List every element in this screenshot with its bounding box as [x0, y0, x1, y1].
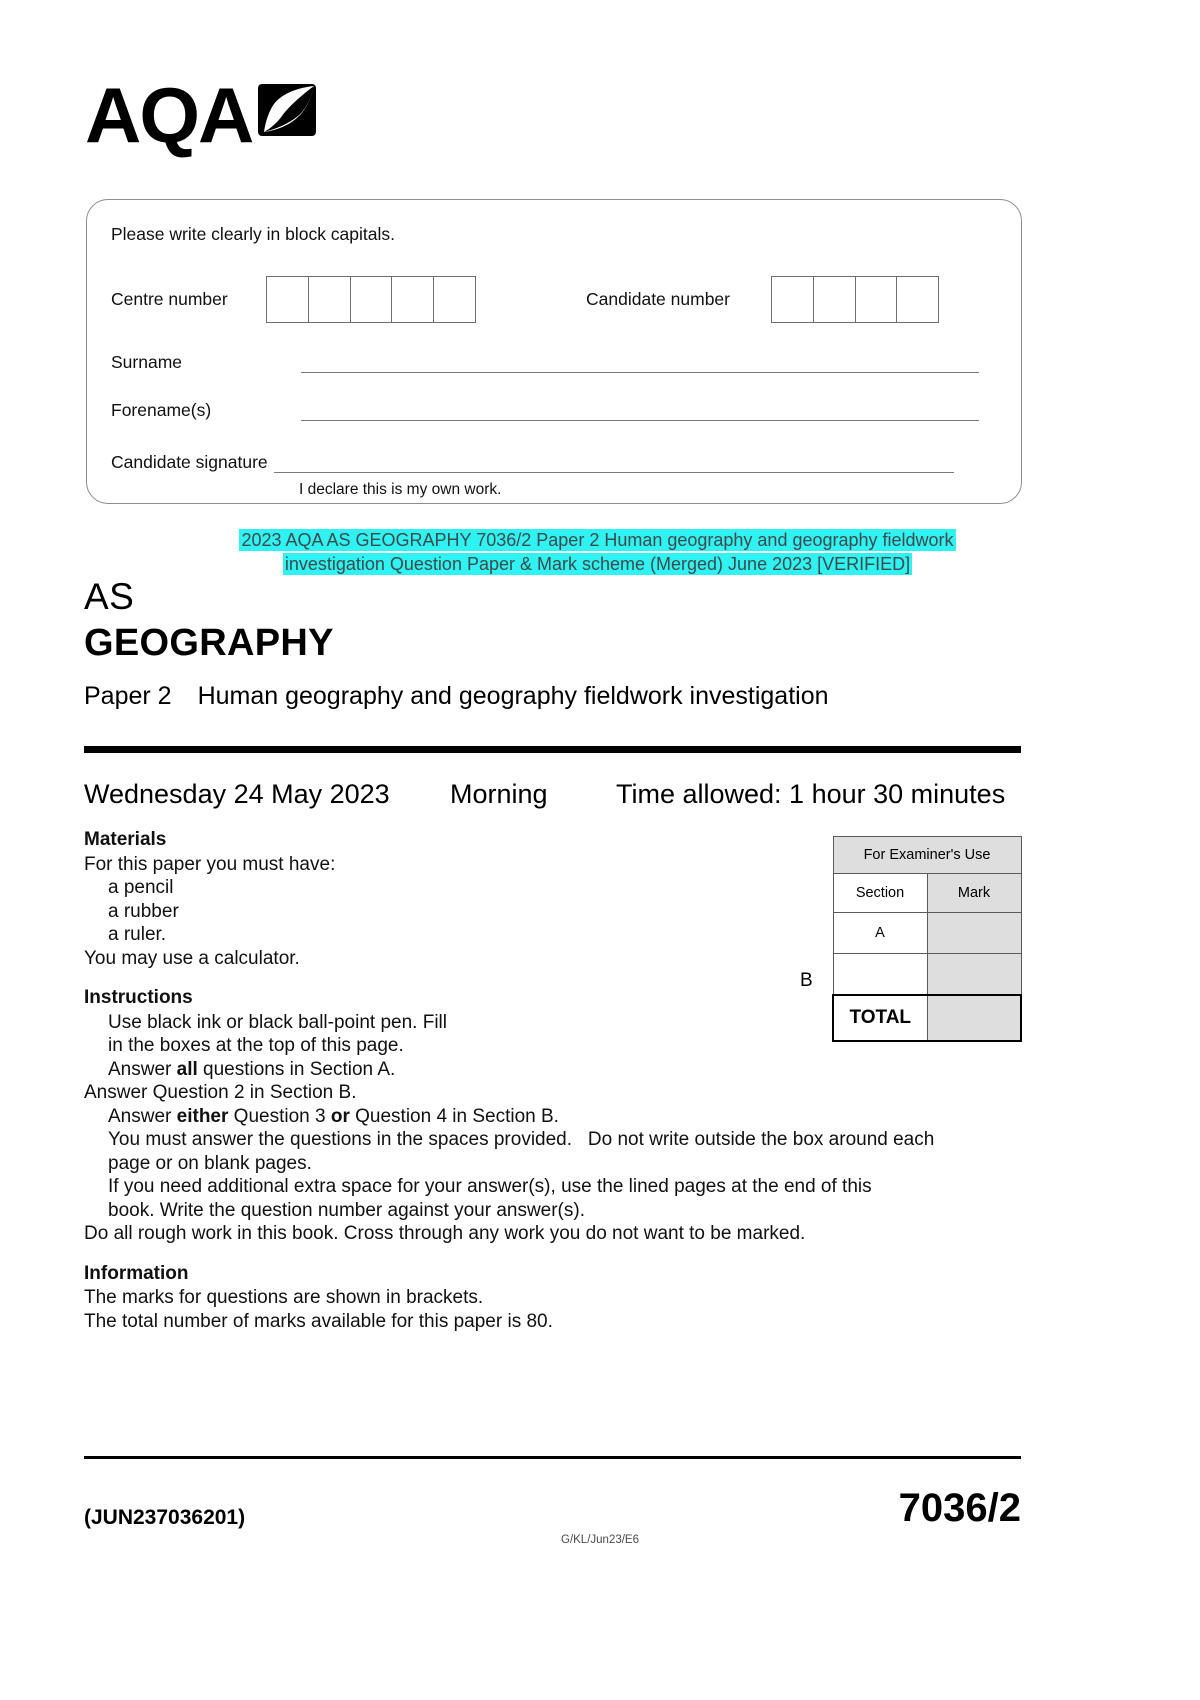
- examiner-section-b-outside-label: B: [800, 970, 813, 991]
- centre-number-input[interactable]: [266, 276, 476, 323]
- exam-details-line: [84, 779, 1021, 810]
- information-heading: Information: [84, 1262, 189, 1284]
- footer-paper-code: 7036/2: [898, 1486, 1021, 1530]
- paper-number: Paper 2: [84, 682, 172, 710]
- forenames-row: [111, 400, 979, 421]
- examiner-table-row-a: [833, 913, 1021, 954]
- answer-either-emphasis: either: [176, 1105, 229, 1127]
- centre-number-label: Centre number: [111, 289, 228, 309]
- instruction-ink-line-2: in the boxes at the top of this page.: [108, 1035, 404, 1056]
- examiner-table-header-row: [833, 837, 1021, 874]
- candidate-number-box-1[interactable]: [771, 276, 814, 323]
- examiner-table-row-b: [833, 954, 1021, 996]
- centre-number-box-4[interactable]: [391, 276, 434, 323]
- aqa-leaf-icon: [256, 82, 318, 149]
- examiner-use-table: [832, 836, 1022, 1042]
- centre-number-box-2[interactable]: [308, 276, 351, 323]
- centre-number-box-1[interactable]: [266, 276, 309, 323]
- materials-intro: For this paper you must have:: [84, 853, 336, 875]
- highlighted-title-banner: [190, 528, 1005, 576]
- block-capitals-note: Please write clearly in block capitals.: [111, 224, 396, 244]
- centre-number-box-5[interactable]: [433, 276, 476, 323]
- qualification-level: AS: [84, 576, 135, 617]
- instruction-ink-line-1: Use black ink or black ball-point pen. Fill: [108, 1011, 447, 1033]
- footer-centre-code: G/KL/Jun23/E6: [561, 1534, 639, 1546]
- instruction-spaces-line: [84, 1128, 1014, 1152]
- materials-item-rubber: a rubber: [108, 900, 179, 922]
- instruction-answer-q2: Answer Question 2 in Section B.: [84, 1082, 357, 1103]
- paper-title-line: [84, 682, 829, 711]
- centre-number-box-3[interactable]: [350, 276, 393, 323]
- instruction-page-blank: page or on blank pages.: [108, 1152, 312, 1174]
- spacer-instructions-information: [84, 1246, 1014, 1262]
- candidate-number-box-2[interactable]: [813, 276, 856, 323]
- footer-divider: [84, 1456, 1021, 1459]
- answer-all-pre: Answer: [108, 1058, 177, 1080]
- answer-all-post: questions in Section A.: [197, 1058, 396, 1080]
- candidate-number-box-3[interactable]: [855, 276, 898, 323]
- answer-all-emphasis: all: [176, 1058, 198, 1080]
- exam-time-allowed: Time allowed: 1 hour 30 minutes: [616, 779, 1006, 809]
- candidate-signature-label: Candidate signature: [111, 452, 268, 472]
- forenames-input[interactable]: [301, 419, 979, 421]
- instruction-rough-work: Do all rough work in this book. Cross through any work you do not want to be marked.: [84, 1223, 806, 1244]
- candidate-number-box-4[interactable]: [896, 276, 939, 323]
- instruction-answer-either: [84, 1105, 1014, 1129]
- answer-either-mid: Question 3: [228, 1105, 331, 1127]
- subject-title: GEOGRAPHY: [84, 622, 334, 664]
- examiner-section-a-mark[interactable]: [927, 913, 1021, 954]
- instruction-extra-space-1: If you need additional extra space for your answer(s), use the lined pages at the end of this: [108, 1176, 872, 1197]
- examiner-section-b-mark[interactable]: [927, 954, 1021, 996]
- exam-session: Morning: [450, 779, 548, 809]
- surname-row: [111, 352, 979, 373]
- aqa-logo-text: AQA: [85, 71, 253, 159]
- examiner-use-header: For Examiner's Use: [833, 837, 1021, 874]
- forenames-label: Forename(s): [111, 400, 212, 420]
- answer-either-pre: Answer: [108, 1105, 177, 1127]
- declaration-text: I declare this is my own work.: [299, 481, 502, 498]
- spaces-provided-text: You must answer the questions in the spaces provided.: [108, 1129, 573, 1150]
- highlight-line-2: investigation Question Paper & Mark scheme (Merged) June 2023 [VERIFIED]: [284, 554, 911, 574]
- paper-title: Human geography and geography fieldwork investigation: [197, 682, 829, 710]
- examiner-col-section: Section: [833, 874, 927, 913]
- title-divider: [84, 746, 1021, 753]
- highlight-line-1: 2023 AQA AS GEOGRAPHY 7036/2 Paper 2 Human geography and geography fieldwork: [241, 530, 954, 550]
- instructions-heading: Instructions: [84, 987, 193, 1008]
- answer-either-post: Question 4 in Section B.: [349, 1105, 559, 1127]
- examiner-table-subheader-row: [833, 874, 1021, 913]
- examiner-section-a-label: A: [833, 913, 927, 954]
- examiner-total-label: TOTAL: [833, 995, 927, 1041]
- surname-input[interactable]: [301, 371, 979, 373]
- candidate-signature-row: [111, 452, 954, 473]
- materials-item-ruler: a ruler.: [108, 924, 167, 945]
- instruction-extra-space-2: book. Write the question number against your answer(s).: [108, 1199, 585, 1221]
- candidate-number-input[interactable]: [771, 276, 939, 323]
- candidate-number-row: [586, 276, 939, 323]
- instruction-answer-all: [84, 1058, 1014, 1082]
- candidate-details-box: [86, 199, 1022, 504]
- examiner-total-mark[interactable]: [927, 995, 1021, 1041]
- centre-number-row: [111, 276, 476, 323]
- materials-calculator: You may use a calculator.: [84, 947, 300, 969]
- footer-barcode-text: (JUN237036201): [84, 1506, 246, 1529]
- examiner-table-total-row: [833, 995, 1021, 1041]
- materials-heading: Materials: [84, 829, 167, 850]
- information-marks-brackets: The marks for questions are shown in brackets.: [84, 1287, 484, 1308]
- exam-date: Wednesday 24 May 2023: [84, 779, 390, 809]
- candidate-signature-input[interactable]: [274, 471, 954, 473]
- materials-item-pencil: a pencil: [108, 877, 174, 898]
- examiner-section-b-label: [833, 954, 927, 996]
- information-total-marks: The total number of marks available for this paper is 80.: [84, 1310, 553, 1332]
- candidate-number-label: Candidate number: [586, 289, 730, 309]
- examiner-col-mark: Mark: [927, 874, 1021, 913]
- surname-label: Surname: [111, 352, 183, 372]
- answer-or-emphasis: or: [330, 1105, 350, 1127]
- do-not-write-outside-text: Do not write outside the box around each: [587, 1129, 935, 1150]
- aqa-logo: [85, 71, 318, 159]
